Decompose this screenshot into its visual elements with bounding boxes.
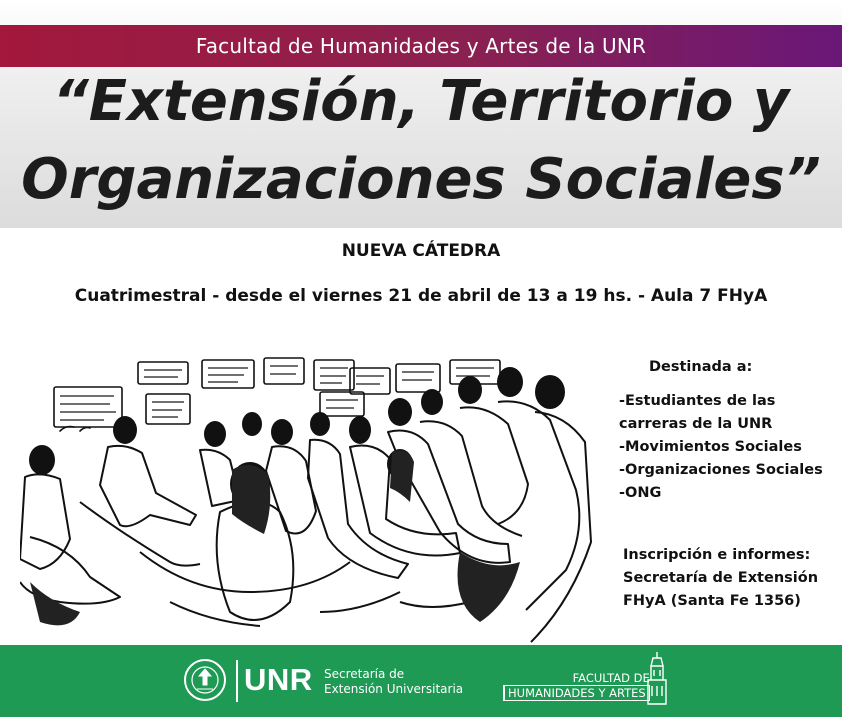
faculty-name: Facultad de Humanidades y Artes de la UNR <box>195 34 647 58</box>
registration-office: Secretaría de Extensión <box>623 570 819 586</box>
speech-bubble <box>396 364 440 392</box>
course-title-line1: “Extensión, Territorio y <box>52 69 790 134</box>
registration-address: FHyA (Santa Fe 1356) <box>623 593 801 609</box>
speech-bubble <box>54 387 122 427</box>
registration-info <box>623 544 818 613</box>
secretaria-line2: Extensión Universitaria <box>324 682 464 696</box>
audience-heading: Destinada a: <box>649 359 753 375</box>
facultad-line2: HUMANIDADES Y ARTES <box>503 685 650 701</box>
facultad-line1: FACULTAD DE <box>572 671 650 685</box>
list-item: -Movimientos Sociales <box>619 439 802 455</box>
course-subtitle: NUEVA CÁTEDRA <box>341 241 501 261</box>
speech-bubble <box>146 394 190 424</box>
tower-icon <box>641 650 673 708</box>
list-item: -Organizaciones Sociales <box>619 462 823 478</box>
course-schedule: Cuatrimestral - desde el viernes 21 de abril de 13 a 19 hs. - Aula 7 FHyA <box>74 286 768 306</box>
fhya-logo <box>503 671 650 701</box>
unr-logo: UNR <box>244 662 313 697</box>
audience-list <box>619 390 823 505</box>
speech-bubble <box>138 362 188 384</box>
group-illustration <box>20 352 592 644</box>
secretaria-line1: Secretaría de <box>324 667 405 681</box>
secretaria-logo <box>324 667 463 697</box>
speech-bubble <box>350 368 390 394</box>
speech-bubble <box>314 360 354 390</box>
speech-bubble <box>202 360 254 388</box>
logo-divider <box>236 660 238 702</box>
list-item: -ONG <box>619 485 662 501</box>
unr-seal-icon <box>183 658 227 702</box>
registration-heading: Inscripción e informes: <box>623 547 811 563</box>
list-item: carreras de la UNR <box>619 416 773 432</box>
speech-bubble <box>320 392 364 416</box>
speech-bubble <box>264 358 304 384</box>
course-title-line2: Organizaciones Sociales” <box>21 147 821 212</box>
list-item: -Estudiantes de las <box>619 393 776 409</box>
faculty-banner <box>0 25 842 67</box>
